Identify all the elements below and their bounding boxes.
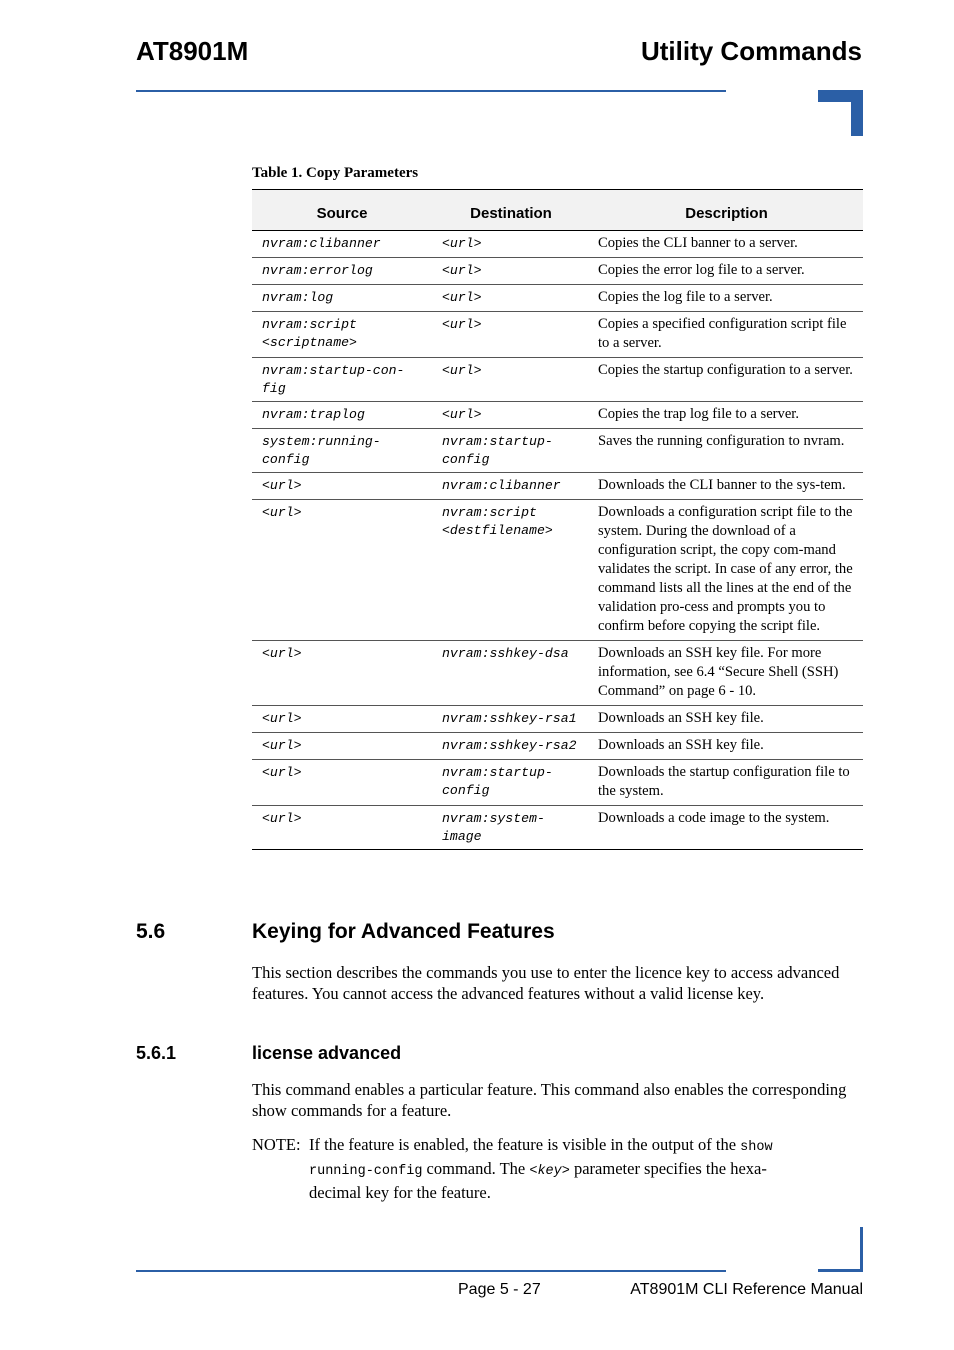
table-row [252, 429, 863, 473]
destination-cell: nvram:script <destfilename> [432, 500, 590, 641]
source-cell: <url> [252, 473, 432, 500]
destination-cell: <url> [432, 231, 590, 258]
table-row [252, 806, 863, 850]
destination-cell: <url> [432, 312, 590, 358]
table-row [252, 358, 863, 402]
note-code-command: show running-config [309, 1140, 773, 1179]
table-row [252, 641, 863, 706]
source-cell: nvram:errorlog [252, 258, 432, 285]
column-header-source: Source [252, 190, 432, 231]
destination-cell: <url> [432, 258, 590, 285]
table-header-row [252, 190, 863, 231]
footer-page-number: Page 5 - 27 [458, 1281, 541, 1298]
column-header-description: Description [590, 190, 863, 231]
section-number: 5.6 [136, 920, 166, 943]
note-text: command. The [422, 1159, 530, 1178]
destination-cell: <url> [432, 402, 590, 429]
table-row [252, 258, 863, 285]
destination-cell: nvram:system-image [432, 806, 590, 850]
description-cell: Saves the running configuration to nvram. [590, 429, 863, 473]
copy-parameters-table [252, 189, 863, 850]
section-title: Keying for Advanced Features [252, 920, 555, 943]
description-cell: Downloads the CLI banner to the sys-tem. [590, 473, 863, 500]
table-row [252, 285, 863, 312]
footer-manual-title: AT8901M CLI Reference Manual [630, 1281, 863, 1298]
source-cell: <url> [252, 500, 432, 641]
destination-cell: nvram:clibanner [432, 473, 590, 500]
header-chapter: Utility Commands [640, 36, 862, 66]
destination-cell: <url> [432, 285, 590, 312]
description-cell: Copies the log file to a server. [590, 285, 863, 312]
description-cell: Downloads an SSH key file. [590, 706, 863, 733]
subsection-number: 5.6.1 [136, 1043, 177, 1063]
note-code-parameter: <key> [529, 1164, 570, 1179]
description-cell: Downloads a code image to the system. [590, 806, 863, 850]
column-header-destination: Destination [432, 190, 590, 231]
source-cell: nvram:log [252, 285, 432, 312]
header-product: AT8901M [136, 36, 249, 66]
source-cell: nvram:traplog [252, 402, 432, 429]
source-cell: <url> [252, 733, 432, 760]
source-cell: <url> [252, 641, 432, 706]
source-cell: nvram:script <scriptname> [252, 312, 432, 358]
table-row [252, 473, 863, 500]
table-row [252, 312, 863, 358]
description-cell: Copies the CLI banner to a server. [590, 231, 863, 258]
source-cell: <url> [252, 806, 432, 850]
subsection-body-paragraph: This command enables a particular feature. This command also enables the corresponding show commands for a feature. [252, 1080, 847, 1120]
table-caption: Table 1. Copy Parameters [252, 165, 419, 181]
destination-cell: <url> [432, 358, 590, 402]
table-row [252, 706, 863, 733]
note-text: If the feature is enabled, the feature is visible in the output of the [309, 1135, 741, 1154]
description-cell: Downloads an SSH key file. For more information, see 6.4 “Secure Shell (SSH) Command” on page 6 - 10. [590, 641, 863, 706]
destination-cell: nvram:sshkey-dsa [432, 641, 590, 706]
destination-cell: nvram:sshkey-rsa1 [432, 706, 590, 733]
description-cell: Downloads the startup configuration file to the system. [590, 760, 863, 806]
source-cell: system:running-config [252, 429, 432, 473]
description-cell: Copies the trap log file to a server. [590, 402, 863, 429]
note-text: parameter specifies the hexa-decimal key for the feature. [309, 1159, 767, 1202]
source-cell: nvram:clibanner [252, 231, 432, 258]
footer-rule [136, 1270, 726, 1272]
section-intro-paragraph: This section describes the commands you use to enter the licence key to access advanced features. You cannot access the advanced features without a valid license key. [252, 963, 840, 1003]
description-cell: Copies the error log file to a server. [590, 258, 863, 285]
description-cell: Copies a specified configuration script file to a server. [590, 312, 863, 358]
destination-cell: nvram:sshkey-rsa2 [432, 733, 590, 760]
description-cell: Downloads a configuration script file to the system. During the download of a configuration script, the copy com-mand validates the script. In case of any error, the command lists all the lines at the end of the validation pro-cess and prompts you to confirm before copying the script file. [590, 500, 863, 641]
destination-cell: nvram:startup-config [432, 429, 590, 473]
description-cell: Copies the startup configuration to a server. [590, 358, 863, 402]
description-cell: Downloads an SSH key file. [590, 733, 863, 760]
subsection-title: license advanced [252, 1043, 402, 1063]
destination-cell: nvram:startup-config [432, 760, 590, 806]
header-rule [136, 90, 726, 92]
table-row [252, 733, 863, 760]
table-row [252, 402, 863, 429]
source-cell: nvram:startup-con-fig [252, 358, 432, 402]
note-body [309, 1134, 803, 1203]
table-row [252, 500, 863, 641]
source-cell: <url> [252, 760, 432, 806]
table-row [252, 760, 863, 806]
note-label: NOTE: [252, 1135, 301, 1154]
source-cell: <url> [252, 706, 432, 733]
table-row [252, 231, 863, 258]
